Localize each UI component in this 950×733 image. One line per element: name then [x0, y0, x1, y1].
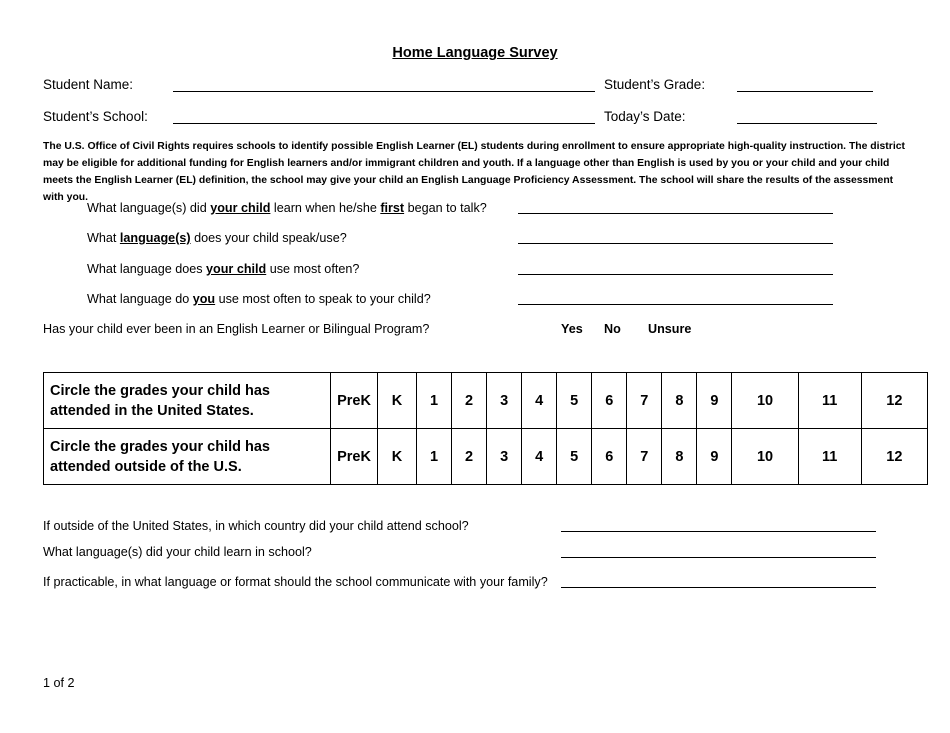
grade-cell[interactable]: PreK: [331, 373, 378, 429]
student-grade-label: Student’s Grade:: [604, 77, 706, 92]
program-question-label: Has your child ever been in an English Learner or Bilingual Program?: [43, 322, 430, 336]
q3-text-a: What language does: [87, 262, 207, 276]
table-row: [44, 373, 928, 429]
grade-cell[interactable]: 10: [732, 373, 798, 429]
question-communication-language-answer[interactable]: [561, 587, 876, 588]
table-row: [44, 429, 928, 485]
grade-cell[interactable]: 12: [861, 373, 927, 429]
grade-cell[interactable]: 12: [861, 429, 927, 485]
question-languages-spoken-answer[interactable]: [518, 243, 833, 244]
grade-cell[interactable]: 8: [662, 429, 697, 485]
grades-outside-label: [44, 429, 331, 485]
grade-cell[interactable]: 10: [732, 429, 798, 485]
grades-outside-line2: attended outside of the U.S.: [50, 458, 242, 475]
grade-cell[interactable]: 3: [487, 373, 522, 429]
grades-table: [43, 372, 928, 485]
student-school-field[interactable]: [173, 123, 595, 124]
q1-emphasis-your-child: your child: [210, 201, 271, 215]
grades-us-line2: attended in the United States.: [50, 402, 254, 419]
q2-text-a: What: [87, 231, 120, 245]
q4-text-c: use most often to speak to your child?: [215, 292, 431, 306]
q1-emphasis-first: first: [380, 201, 405, 215]
question-country-attended-answer[interactable]: [561, 531, 876, 532]
grade-cell[interactable]: 7: [627, 373, 662, 429]
grade-cell[interactable]: K: [378, 429, 417, 485]
student-grade-field[interactable]: [737, 91, 873, 92]
grade-cell[interactable]: K: [378, 373, 417, 429]
ocr-notice: The U.S. Office of Civil Rights requires schools to identify possible English Learner (EL) students during enrollment to ensure appropriate high-quality instruction. The district may be eligible for additional funding for English learners and/or immigrant children and youth. If a language other than English is used by you or your child and your child meets the English Learner (EL) definition, the school may give your child an English Language Proficiency Assessment. The school will share the results of the assessment with you.: [43, 141, 905, 203]
question-first-language: [87, 201, 487, 215]
grade-cell[interactable]: 1: [417, 429, 452, 485]
grade-cell[interactable]: 2: [452, 373, 487, 429]
q4-text-a: What language do: [87, 292, 193, 306]
question-child-most-often-answer[interactable]: [518, 274, 833, 275]
grade-cell[interactable]: 11: [798, 429, 861, 485]
q1-text-a: What language(s) did: [87, 201, 211, 215]
question-parent-most-often: [87, 292, 431, 306]
student-name-label: Student Name:: [43, 77, 134, 92]
option-unsure[interactable]: Unsure: [648, 322, 692, 336]
student-name-field[interactable]: [173, 91, 595, 92]
page-number: 1 of 2: [43, 676, 75, 690]
page-title: Home Language Survey: [392, 45, 558, 61]
todays-date-label: Today’s Date:: [604, 109, 686, 124]
question-school-language: What language(s) did your child learn in school?: [43, 545, 312, 559]
question-child-most-often: [87, 262, 359, 276]
grade-cell[interactable]: 1: [417, 373, 452, 429]
grade-cell[interactable]: 6: [592, 373, 627, 429]
q1-text-e: began to talk?: [404, 201, 487, 215]
grade-cell[interactable]: 4: [522, 373, 557, 429]
grade-cell[interactable]: 4: [522, 429, 557, 485]
question-parent-most-often-answer[interactable]: [518, 304, 833, 305]
question-first-language-answer[interactable]: [518, 213, 833, 214]
grade-cell[interactable]: 3: [487, 429, 522, 485]
grades-outside-line1: Circle the grades your child has: [50, 438, 270, 455]
grade-cell[interactable]: 6: [592, 429, 627, 485]
grades-us-line1: Circle the grades your child has: [50, 382, 270, 399]
todays-date-field[interactable]: [737, 123, 877, 124]
grade-cell[interactable]: 11: [798, 373, 861, 429]
option-no[interactable]: No: [604, 322, 621, 336]
q2-text-c: does your child speak/use?: [190, 231, 347, 245]
question-country-attended: If outside of the United States, in which country did your child attend school?: [43, 519, 469, 533]
q3-emphasis-your-child: your child: [206, 262, 267, 276]
grade-cell[interactable]: 9: [697, 373, 732, 429]
grade-cell[interactable]: 7: [627, 429, 662, 485]
question-school-language-answer[interactable]: [561, 557, 876, 558]
grade-cell[interactable]: 9: [697, 429, 732, 485]
grade-cell[interactable]: 5: [557, 429, 592, 485]
grade-cell[interactable]: 2: [452, 429, 487, 485]
question-communication-language: If practicable, in what language or format should the school communicate with your family?: [43, 575, 548, 589]
grade-cell[interactable]: 5: [557, 373, 592, 429]
q2-emphasis-languages: language(s): [119, 231, 191, 245]
student-school-label: Student’s School:: [43, 109, 148, 124]
question-languages-spoken: [87, 231, 347, 245]
q4-emphasis-you: you: [192, 292, 216, 306]
grade-cell[interactable]: 8: [662, 373, 697, 429]
q3-text-c: use most often?: [266, 262, 360, 276]
q1-text-c: learn when he/she: [270, 201, 381, 215]
grades-us-label: [44, 373, 331, 429]
grade-cell[interactable]: PreK: [331, 429, 378, 485]
option-yes[interactable]: Yes: [561, 322, 583, 336]
